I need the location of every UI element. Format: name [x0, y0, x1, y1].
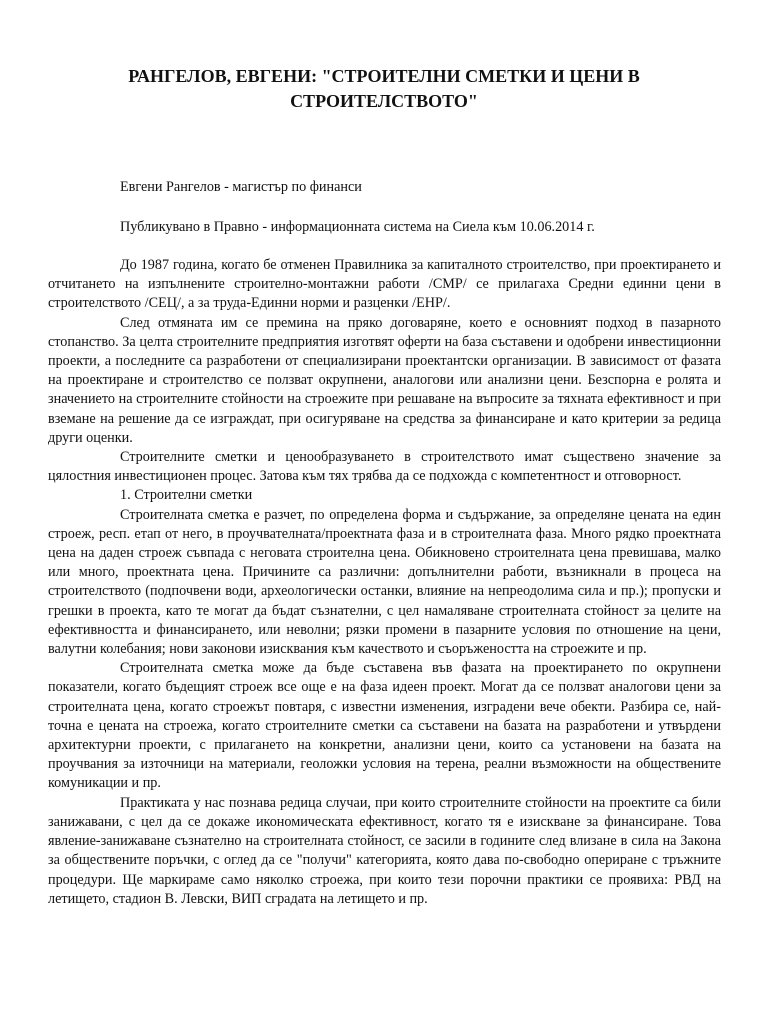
publication-line: Публикувано в Правно - информационната система на Сиела към 10.06.2014 г. — [120, 219, 595, 235]
paragraph: След отмяната им се премина на пряко договаряне, което е основният подход в пазарното стопанство. За целта строителните предприятия изготвят оферти на база съставени и одобрени инвестиционни проекти, а последните са разработени от специализирани проектантски организации. В зависимост от фазата на проектиране и строителство се ползват окрупнени, аналогови или анализни цени. Безспорна е ролята и значението на строителните стойности на строежите при решаване на въпросите за тяхната ефективност и при вземане на решение да се изграждат, при осигуряване на средства за финансиране и като критерии за редица други оценки. — [48, 314, 721, 446]
document-body — [48, 256, 721, 909]
author-line: Евгени Рангелов - магистър по финанси — [120, 179, 362, 195]
paragraph: Строителната сметка може да бъде съставена във фазата на проектирането по окрупнени показатели, когато бъдещият строеж все още е на фаза идеен проект. Могат да се ползват аналогови цени за строителната цена, когато строежът повтаря, с известни изменения, изградени вече обекти. Разбира се, най-точна е цената на строежа, когато строителните сметки са съставени на базата на разработени и утвърдени архитектурни проекти, с прилагането на конкретни, анализни цени, които са установени на базата на проучвания за източници на материали, геоложки условия на терена, реални възможности на обществените комуникации и пр. — [48, 660, 721, 792]
document-title: РАНГЕЛОВ, ЕВГЕНИ: "СТРОИТЕЛНИ СМЕТКИ И ЦЕНИ В СТРОИТЕЛСТВОТО" — [128, 66, 640, 111]
paragraph: Практиката у нас познава редица случаи, при които строителните стойности на проектите са били занижавани, с цел да се докаже икономическата ефективност, когато тя е изискване за финансиране. Това явление-занижаване съзнателно на строителната стойност, се засили в годините след влизане в сила на Закона за обществените поръчки, с оглед да се "получи" категорията, която дава по-свободно опериране с тръжните процедури. Ще маркираме само няколко строежа, при които тези порочни практики се проявиха: РВД на летището, стадион В. Левски, ВИП сградата на летището и пр. — [48, 794, 721, 907]
paragraph: Строителната сметка е разчет, по определена форма и съдържание, за определяне цената на един строеж, респ. етап от него, в проучвателната/проектната фаза и в строителната фаза. Много рядко проектната цена на даден строеж съвпада с неговата строителна цена. Обикновено строителната цена превишава, малко или много, проектната цена. Причините са различни: допълнителни работи, възникнали в процеса на строителството (подпочвени води, археологически останки, влияние на непреодолима сила и пр.); пропуски и грешки в проекта, като те могат да бъдат съзнателни, с цел намаляване строителната стойност за целите на ефективността и финансирането, или неволни; рязки промени в пазарните условия по отношение на цени, валутни колебания; нови законови изисквания към качеството и съоръжеността на строежите и пр. — [48, 506, 721, 658]
paragraph: Строителните сметки и ценообразуването в строителството имат съществено значение за цялостния инвестиционен процес. Затова към тях трябва да се подхожда с компетентност и отговорност. — [48, 449, 721, 485]
paragraph: До 1987 година, когато бе отменен Правилника за капиталното строителство, при проектирането и отчитането на изпълнените строително-монтажни работи /СМР/ се прилагаха Средни единни цени в строителството /СЕЦ/, а за труда-Единни норми и разценки /ЕНР/. — [48, 257, 721, 312]
section-heading: 1. Строителни сметки — [120, 487, 253, 504]
